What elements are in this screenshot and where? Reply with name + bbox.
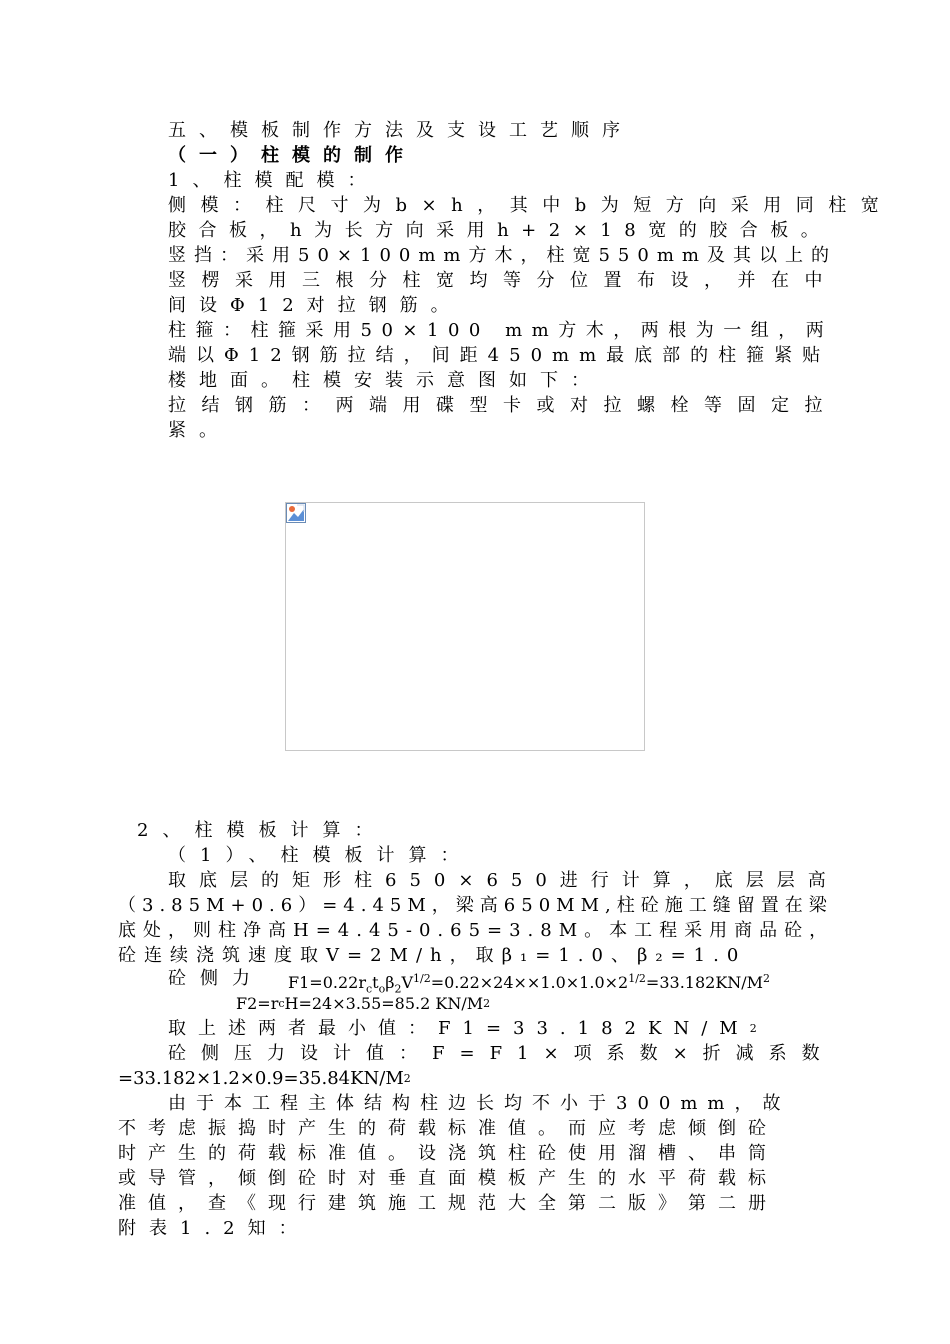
tie-bar-line-2: 紧。 — [168, 420, 230, 441]
hoop-line-2: 端以Φ12钢筋拉结，间距450mm最底部的柱箍紧贴 — [168, 345, 831, 366]
final-line-2: 不考虑振捣时产生的荷载标准值。而应考虑倾倒砼 — [118, 1118, 778, 1139]
final-line-3: 时产生的荷载标准值。设浇筑柱砼使用溜槽、串筒 — [118, 1143, 778, 1164]
design-value-line-1: 砼侧压力设计值：F=F1×项系数×折减系数 — [168, 1043, 835, 1064]
calc-line-1: 取底层的矩形柱650×650进行计算，底层层高 — [168, 870, 839, 891]
final-line-4: 或导管，倾倒砼时对垂直面模板产生的水平荷载标 — [118, 1168, 778, 1189]
item2-title: 2、柱模板计算： — [137, 820, 387, 841]
hoop-line-1: 柱箍：柱箍采用50×100 mm方木，两根为一组，两 — [168, 320, 834, 341]
final-line-6: 附表1.2知： — [118, 1218, 310, 1239]
hoop-line-3: 楼地面。柱模安装示意图如下： — [168, 370, 602, 391]
column-formwork-figure — [285, 502, 645, 751]
vertical-stop-line-1: 竖挡：采用50×100mm方木，柱宽550mm及其以上的 — [168, 245, 837, 266]
final-line-1: 由于本工程主体结构柱边长均不小于300mm，故 — [168, 1093, 791, 1114]
min-value: 取上述两者最小值：F1=33.182KN/M 2 — [168, 1018, 757, 1039]
vertical-stop-line-3: 间设Φ12对拉钢筋。 — [168, 295, 462, 316]
sub-title: （一）柱模的制作 — [168, 145, 416, 166]
calc-line-4: 砼连续浇筑速度取V=2M/h，取β₁=1.0、β₂=1.0 — [118, 945, 747, 966]
final-line-5: 准值，查《现行建筑施工规范大全第二版》第二册 — [118, 1193, 778, 1214]
calc-line-3: 底处，则柱净高H=4.45-0.65=3.8M。本工程采用商品砼， — [118, 920, 835, 941]
formula-f2: F2=r c H=24×3.55=85.2 KN/M 2 — [236, 994, 491, 1013]
formula-f1: 砼侧力 $F1=0.22r_ct_o\beta_2V^{1/2}=0.22\times 24\times\times 1.0\times 1.0\times 2^{1/2}=33.182KN/M^2$ — [168, 968, 771, 996]
item2-subtitle: （1）、柱模板计算： — [168, 845, 473, 866]
side-form-line-1: 侧模：柱尺寸为b×h，其中b为短方向采用同柱宽 — [168, 195, 894, 216]
side-form-line-2: 胶合板，h为长方向采用h+2×18宽的胶合板。 — [168, 220, 832, 241]
vertical-stop-line-2: 竖楞采用三根分柱宽均等分位置布设，并在中 — [168, 270, 838, 291]
calc-line-2: （3.85M+0.6）=4.45M，梁高650MM,柱砼施工缝留置在梁 — [118, 895, 833, 916]
broken-image-icon — [286, 503, 306, 523]
section-title: 五、模板制作方法及支设工艺顺序 — [168, 120, 633, 141]
design-value-line-2: =33.182×1.2×0.9=35.84KN/M 2 — [118, 1068, 411, 1089]
item1-title: 1、柱模配模： — [168, 170, 379, 191]
tie-bar-line-1: 拉结钢筋：两端用碟型卡或对拉螺栓等固定拉 — [168, 395, 838, 416]
